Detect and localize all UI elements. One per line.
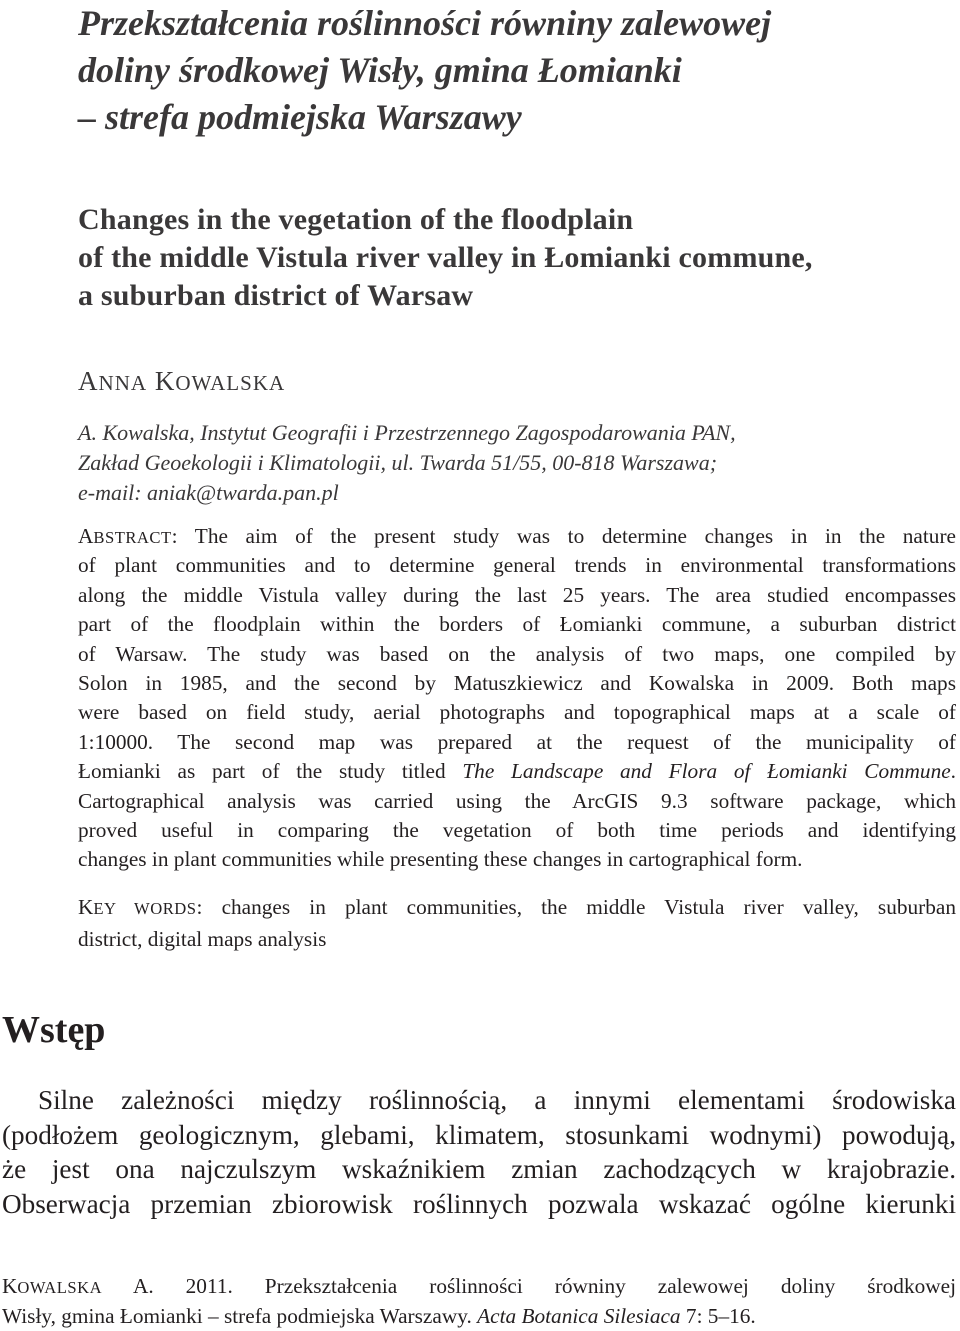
citation	[2, 1272, 956, 1331]
abstract-line: of plant communities and to determine general trends in environmental transformations	[78, 553, 956, 578]
intro-paragraph	[2, 1083, 956, 1221]
keywords-line	[78, 892, 956, 924]
title-pl-line: – strefa podmiejska Warszawy	[78, 97, 522, 137]
affiliation-line: A. Kowalska, Instytut Geografii i Przestrzennego Zagospodarowania PAN,	[78, 420, 736, 445]
keywords-line: district, digital maps analysis	[78, 927, 327, 951]
abstract-line9-post: .	[950, 759, 956, 784]
citation-line1-text: A. 2011. Przekształcenia roślinności równiny zalewowej doliny środkowej	[102, 1274, 956, 1298]
author-affiliation	[78, 418, 958, 508]
abstract-label-rest: BSTRACT	[93, 528, 172, 547]
title-pl-line: doliny środkowej Wisły, gmina Łomianki	[78, 50, 682, 90]
key-words	[78, 892, 956, 954]
abstract-label-initial: A	[78, 524, 94, 548]
keywords-label-suffix: :	[196, 895, 203, 919]
title-en-line: of the middle Vistula river valley in Łomianki commune,	[78, 241, 813, 274]
abstract	[78, 522, 956, 875]
section-heading: Wstęp	[2, 1009, 106, 1051]
abstract-line-text: The aim of the present study was to determine changes in in the nature	[177, 524, 956, 548]
author-name	[78, 364, 285, 400]
journal-name: Acta Botanica Silesiaca	[477, 1304, 681, 1328]
abstract-line: Cartographical analysis was carried using the ArcGIS 9.3 software package, which	[78, 788, 956, 813]
abstract-line: part of the floodplain within the borders of Łomianki commune, a suburban district	[78, 612, 956, 637]
author-first-initial: A	[78, 366, 99, 396]
title-en-line: Changes in the vegetation of the floodplain	[78, 203, 634, 236]
author-last-initial: K	[154, 366, 176, 396]
citation-line	[2, 1272, 956, 1302]
article-title-english	[78, 201, 948, 315]
abstract-line: were based on field study, aerial photographs and topographical maps at a scale of	[78, 700, 956, 725]
keywords-line-text: changes in plant communities, the middle Vistula river valley, suburban	[202, 895, 956, 919]
keywords-label-initial: K	[78, 895, 94, 919]
intro-line: Silne zależności między roślinnością, a innymi elementami środowiska	[38, 1085, 956, 1115]
intro-line: że jest ona najczulszym wskaźnikiem zmian zachodzących w krajobrazie.	[2, 1154, 956, 1184]
citation-author-rest: OWALSKA	[17, 1278, 103, 1297]
abstract-line	[78, 522, 956, 551]
intro-line: Obserwacja przemian zbiorowisk roślinnych pozwala wskazać ogólne kierunki	[2, 1188, 956, 1219]
citation-author-initial: K	[2, 1274, 18, 1298]
affiliation-email-line: e-mail: aniak@twarda.pan.pl	[78, 480, 339, 505]
affiliation-line: Zakład Geoekologii i Klimatologii, ul. Twarda 51/55, 00-818 Warszawa;	[78, 450, 718, 475]
abstract-line: along the middle Vistula valley during the last 25 years. The area studied encompasses	[78, 582, 956, 607]
abstract-line9-pre: Łomianki as part of the study titled	[78, 759, 463, 784]
abstract-line: changes in plant communities while presenting these changes in cartographical form.	[78, 847, 803, 872]
citation-line2-post: 7: 5–16.	[680, 1304, 756, 1328]
abstract-line: of Warsaw. The study was based on the analysis of two maps, one compiled by	[78, 641, 956, 666]
abstract-line	[78, 757, 956, 786]
abstract-label-suffix: :	[171, 524, 178, 548]
abstract-line: 1:10000. The second map was prepared at the request of the municipality of	[78, 729, 956, 754]
author-first-rest: NNA	[98, 371, 148, 395]
abstract-line: proved useful in comparing the vegetation of both time periods and identifying	[78, 817, 956, 842]
author-last-rest: OWALSKA	[175, 371, 286, 395]
citation-line	[2, 1302, 956, 1331]
abstract-line: Solon in 1985, and the second by Matuszkiewicz and Kowalska in 2009. Both maps	[78, 670, 956, 695]
article-title-polish	[78, 0, 938, 141]
intro-line: (podłożem geologicznym, glebami, klimatem, stosunkami wodnymi) powodują,	[2, 1119, 956, 1150]
keywords-label-rest: EY WORDS	[93, 899, 197, 918]
citation-line2-pre: Wisły, gmina Łomianki – strefa podmiejska Warszawy.	[2, 1304, 478, 1328]
title-en-line: a suburban district of Warsaw	[78, 279, 474, 312]
title-pl-line: Przekształcenia roślinności równiny zalewowej	[78, 3, 772, 43]
cited-study-title: The Landscape and Flora of Łomianki Commune	[462, 759, 951, 784]
